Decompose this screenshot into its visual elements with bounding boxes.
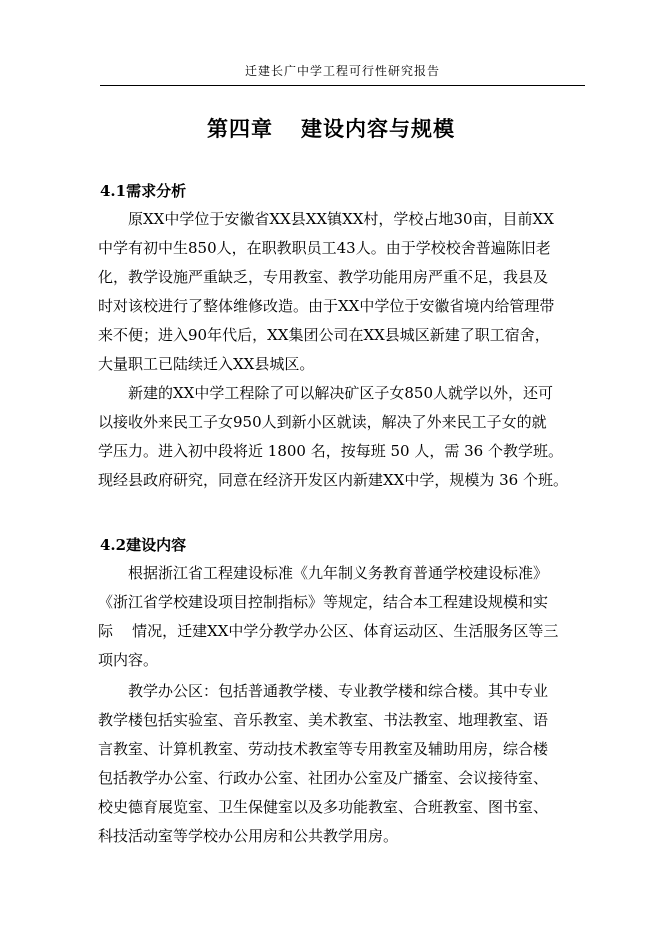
text-line: 校史德育展览室、卫生保健室以及多功能教室、合班教室、图书室、 (98, 798, 549, 816)
paragraph (98, 379, 586, 495)
text-line: 科技活动室等学校办公用房和公共教学用房。 (98, 827, 399, 845)
paragraph (98, 559, 586, 675)
section-heading-4-2: 4.2建设内容 (100, 536, 187, 554)
text-line: 际 情况，迁建XX中学分教学办公区、体育运动区、生活服务区等三 (98, 622, 559, 640)
text-line: 新建的XX中学工程除了可以解决矿区子女850人就学以外，还可 (128, 384, 553, 402)
paragraph (98, 205, 586, 379)
chapter-title (0, 113, 662, 143)
text-line: 大量职工已陆续迁入XX县城区。 (98, 355, 315, 373)
section-heading-4-1: 4.1需求分析 (100, 182, 187, 200)
text-line: 现经县政府研究，同意在经济开发区内新建XX中学，规模为 36 个班。 (98, 471, 568, 489)
text-line: 原XX中学位于安徽省XX县XX镇XX村，学校占地30亩，目前XX (128, 210, 554, 228)
text-line: 时对该校进行了整体维修改造。由于XX中学位于安徽省境内给管理带 (98, 297, 555, 315)
text-line: 根据浙江省工程建设标准《九年制义务教育普通学校建设标准》 (128, 564, 549, 582)
text-line: 教学办公区：包括普通教学楼、专业教学楼和综合楼。其中专业 (128, 682, 549, 700)
text-line: 教学楼包括实验室、音乐教室、美术教室、书法教室、地理教室、语 (98, 711, 549, 729)
text-line: 来不便；进入90年代后，XX集团公司在XX县城区新建了职工宿舍， (98, 326, 550, 344)
text-line: 学压力。进入初中段将近 1800 名，按每班 50 人，需 36 个教学班。 (98, 442, 563, 460)
text-line: 化，教学设施严重缺乏，专用教室、教学功能用房严重不足，我县及 (98, 268, 549, 286)
chapter-number: 第四章 (207, 116, 273, 141)
text-line: 项内容。 (98, 651, 159, 669)
running-header: 迁建长广中学工程可行性研究报告 (100, 62, 585, 86)
paragraph (98, 677, 586, 851)
text-line: 以接收外来民工子女950人到新小区就读，解决了外来民工子女的就 (98, 413, 547, 431)
chapter-name: 建设内容与规模 (301, 116, 455, 141)
text-line: 包括教学办公室、行政办公室、社团办公室及广播室、会议接待室、 (98, 769, 549, 787)
text-line: 中学有初中生850人，在职教职员工43人。由于学校校舍普遍陈旧老 (98, 239, 551, 257)
text-line: 《浙江省学校建设项目控制指标》等规定，结合本工程建设规模和实 (98, 593, 549, 611)
text-line: 言教室、计算机教室、劳动技术教室等专用教室及辅助用房，综合楼 (98, 740, 549, 758)
